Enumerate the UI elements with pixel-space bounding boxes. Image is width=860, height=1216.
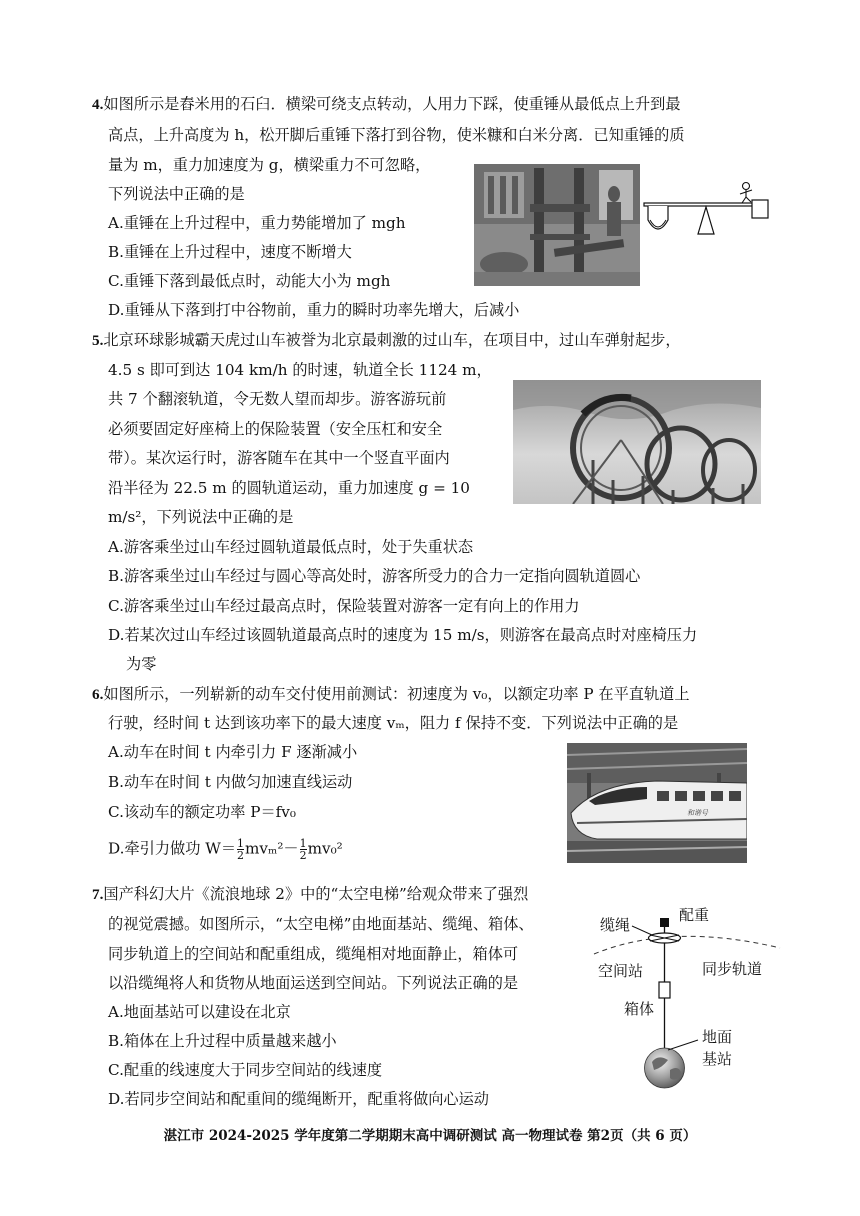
q7-line-1: 7.国产科幻大片《流浪地球 2》中的“太空电梯”给观众带来了强烈 xyxy=(92,885,529,903)
label-cable: 缆绳 xyxy=(600,916,631,934)
q5-option-c: C.游客乘坐过山车经过最高点时，保险装置对游客一定有向上的作用力 xyxy=(108,597,580,615)
q6-number: 6. xyxy=(92,686,104,703)
q7-space-elevator-diagram xyxy=(592,902,782,1096)
q6-option-d: D.牵引力做功 W＝ $\frac{1}{2}$ mvₘ²－ $\frac{1}{2}$ mv₀² xyxy=(108,837,343,862)
q5-line-6: 沿半径为 22.5 m 的圆轨道运动，重力加速度 g = 10 xyxy=(108,479,470,497)
label-ground-station-2: 基站 xyxy=(702,1050,733,1068)
q5-line-5: 带）。某次运行时，游客随车在其中一个竖直平面内 xyxy=(108,449,450,467)
q5-option-d-cont: 为零 xyxy=(126,655,157,673)
label-space-station: 空间站 xyxy=(598,962,644,980)
q7-line-4: 以沿缆绳将人和货物从地面运送到空间站。下列说法正确的是 xyxy=(108,974,519,992)
label-counterweight: 配重 xyxy=(679,906,710,924)
q7-option-b: B.箱体在上升过程中质量越来越小 xyxy=(108,1032,337,1050)
q4-line-1: 4.如图所示是舂米用的石臼．横梁可绕支点转动，人用力下踩，使重锤从最低点上升到最 xyxy=(92,95,681,113)
q7-number: 7. xyxy=(92,886,104,903)
q7-option-a: A.地面基站可以建设在北京 xyxy=(108,1003,291,1021)
q4-number: 4. xyxy=(92,96,104,113)
q4-line-4: 下列说法中正确的是 xyxy=(108,185,245,203)
q5-line-4: 必须要固定好座椅上的保险装置（安全压杠和安全 xyxy=(108,420,443,438)
q4-line-2: 高点，上升高度为 h，松开脚后重锤下落打到谷物，使米糠和白米分离．已知重锤的质 xyxy=(108,126,685,144)
label-sync-orbit: 同步轨道 xyxy=(702,960,763,978)
q6-line-1: 6.如图所示，一列崭新的动车交付使用前测试：初速度为 v₀，以额定功率 P 在平直轨道上 xyxy=(92,685,690,703)
q5-line-7: m/s²，下列说法中正确的是 xyxy=(108,508,294,526)
q6-fraction-1: $\frac{1}{2}$ xyxy=(237,837,245,862)
train-logo-text: 和谐号 xyxy=(687,809,708,817)
q4-lever-diagram xyxy=(638,176,770,268)
label-ground-station-1: 地面 xyxy=(702,1028,733,1046)
q4-option-a: A.重锤在上升过程中，重力势能增加了 mgh xyxy=(108,214,406,232)
q5-line-3: 共 7 个翻滚轨道，令无数人望而却步。游客游玩前 xyxy=(108,390,447,408)
q5-line-1: 5.北京环球影城霸天虎过山车被誉为北京最刺激的过山车，在项目中，过山车弹射起步， xyxy=(92,331,681,349)
q5-roller-coaster-photo xyxy=(513,380,761,504)
page-footer: 湛江市 2024-2025 学年度第二学期期末高中调研测试 高一物理试卷 第2页（共 6 页） xyxy=(163,1128,697,1144)
label-box: 箱体 xyxy=(624,1000,655,1018)
q6-option-c: C.该动车的额定功率 P＝fv₀ xyxy=(108,803,296,821)
q5-option-a: A.游客乘坐过山车经过圆轨道最低点时，处于失重状态 xyxy=(108,538,474,556)
q6-train-photo xyxy=(567,743,747,863)
q7-option-d: D.若同步空间站和配重间的缆绳断开，配重将做向心运动 xyxy=(108,1090,489,1108)
q5-line-2: 4.5 s 即可到达 104 km/h 的时速，轨道全长 1124 m， xyxy=(108,361,492,379)
q6-option-b: B.动车在时间 t 内做匀加速直线运动 xyxy=(108,773,353,791)
q4-line-3: 量为 m，重力加速度为 g，横梁重力不可忽略， xyxy=(108,156,431,174)
q4-option-c: C.重锤下落到最低点时，动能大小为 mgh xyxy=(108,272,391,290)
q6-line-2: 行驶，经时间 t 达到该功率下的最大速度 vₘ，阻力 f 保持不变．下列说法中正确的是 xyxy=(108,714,679,732)
q7-option-c: C.配重的线速度大于同步空间站的线速度 xyxy=(108,1061,383,1079)
q5-number: 5. xyxy=(92,332,104,349)
q4-option-b: B.重锤在上升过程中，速度不断增大 xyxy=(108,243,352,261)
q5-option-b: B.游客乘坐过山车经过与圆心等高处时，游客所受力的合力一定指向圆轨道圆心 xyxy=(108,567,641,585)
q4-option-d: D.重锤从下落到打中谷物前，重力的瞬时功率先增大，后减小 xyxy=(108,301,520,319)
q4-mortar-photo xyxy=(474,164,640,286)
q5-option-d: D.若某次过山车经过该圆轨道最高点时的速度为 15 m/s，则游客在最高点时对座椅压力 xyxy=(108,626,698,644)
q6-option-a: A.动车在时间 t 内牵引力 F 逐渐减小 xyxy=(108,743,358,761)
q7-line-2: 的视觉震撼。如图所示，“太空电梯”由地面基站、缆绳、箱体、 xyxy=(108,915,534,933)
q7-line-3: 同步轨道上的空间站和配重组成，缆绳相对地面静止，箱体可 xyxy=(108,945,519,963)
q6-fraction-2: $\frac{1}{2}$ xyxy=(299,837,307,862)
